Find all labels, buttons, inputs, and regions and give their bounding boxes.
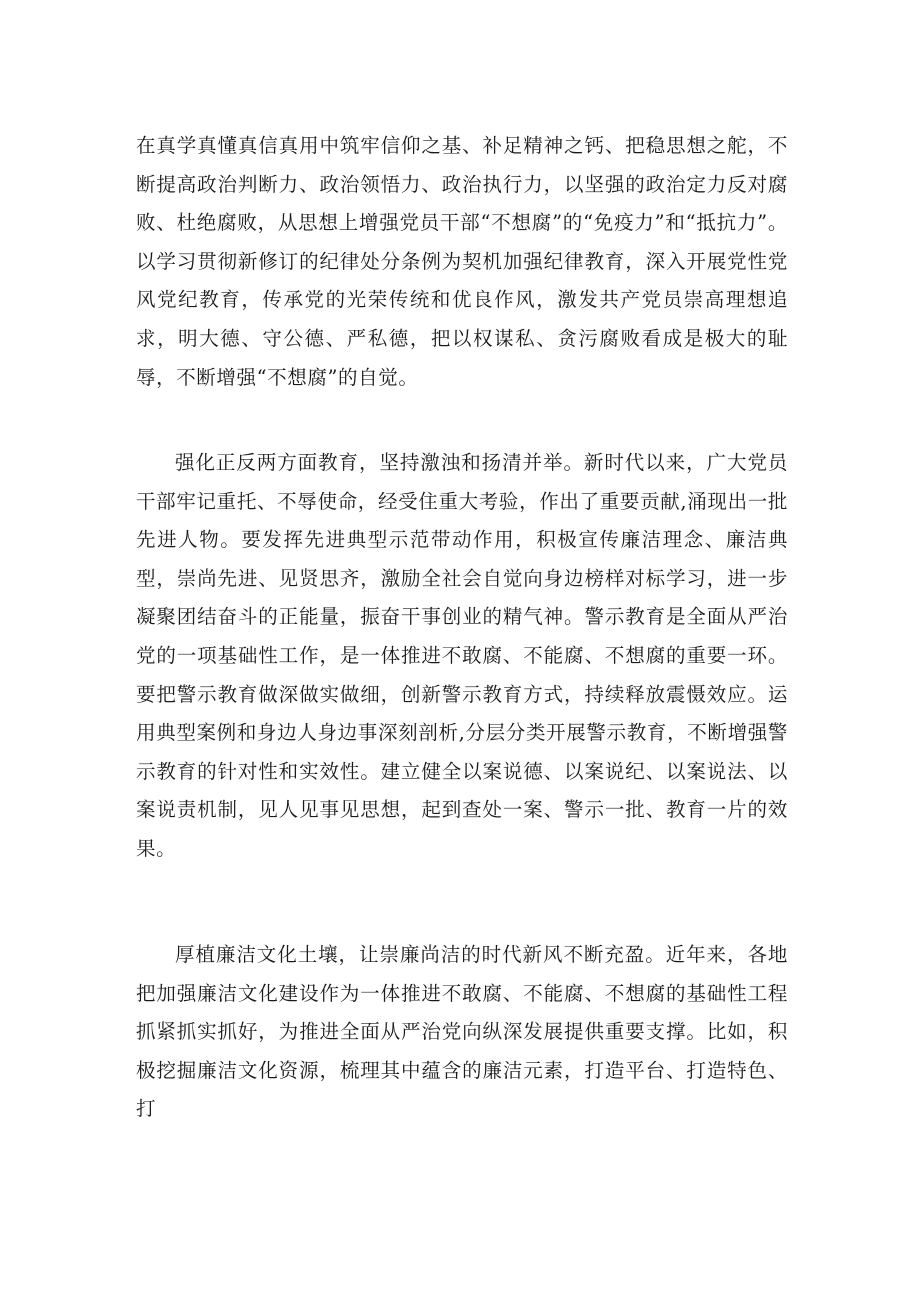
paragraph-continuation: 在真学真懂真信真用中筑牢信仰之基、补足精神之钙、把稳思想之舵，不断提高政治判断力、政治领悟力、政治执行力，以坚强的政治定力反对腐败、杜绝腐败，从思想上增强党员干部“不想腐”的“免疫力”和“抵抗力”。以学习贯彻新修订的纪律处分条例为契机加强纪律教育，深入开展党性党风党纪教育，传承党的光荣传统和优良作风，激发共产党员崇高理想追求，明大德、守公德、严私德，把以权谋私、贪污腐败看成是极大的耻辱，不断增强“不想腐”的自觉。 — [136, 134, 788, 389]
paragraph-education: 强化正反两方面教育，坚持激浊和扬清并举。新时代以来，广大党员干部牢记重托、不辱使命，经受住重大考验，作出了重要贡献,涌现出一批先进人物。要发挥先进典型示范带动作用，积极宣传廉洁理念、廉洁典型，崇尚先进、见贤思齐，激励全社会自觉向身边榜样对标学习，进一步凝聚团结奋斗的正能量，振奋干事创业的精气神。警示教育是全面从严治党的一项基础性工作，是一体推进不敢腐、不能腐、不想腐的重要一环。要把警示教育做深做实做细，创新警示教育方式，持续释放震慑效应。运用典型案例和身边人身边事深刻剖析,分层分类开展警示教育，不断增强警示教育的针对性和实效性。建立健全以案说德、以案说纪、以案说法、以案说责机制，见人见事见思想，起到查处一案、警示一批、教育一片的效果。 — [136, 451, 788, 860]
paragraph-culture: 厚植廉洁文化土壤，让崇廉尚洁的时代新风不断充盈。近年来，各地把加强廉洁文化建设作为一体推进不敢腐、不能腐、不想腐的基础性工程抓紧抓实抓好，为推进全面从严治党向纵深发展提供重要支撑。比如，积极挖掘廉洁文化资源，梳理其中蕴含的廉洁元素，打造平台、打造特色、打 — [136, 943, 788, 1121]
